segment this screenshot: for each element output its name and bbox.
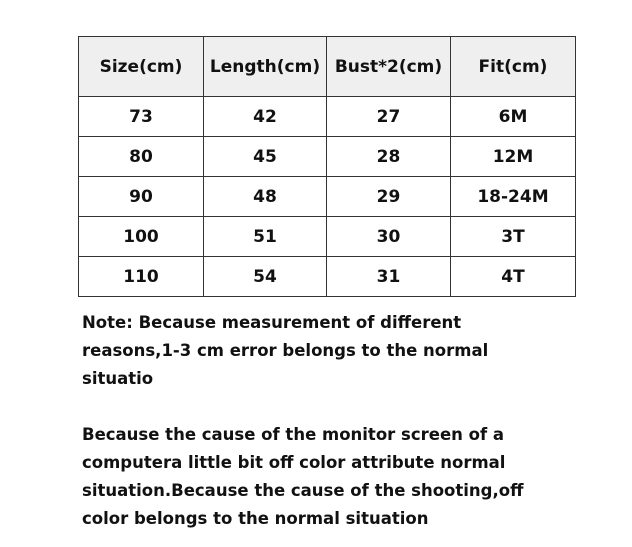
cell-bust: 27	[327, 97, 451, 137]
cell-fit: 18-24M	[451, 177, 576, 217]
table-row	[79, 97, 576, 137]
cell-length: 45	[204, 137, 327, 177]
header-size: Size(cm)	[79, 37, 204, 97]
cell-bust: 28	[327, 137, 451, 177]
cell-fit: 4T	[451, 257, 576, 297]
cell-fit: 3T	[451, 217, 576, 257]
cell-length: 51	[204, 217, 327, 257]
cell-size: 73	[79, 97, 204, 137]
cell-bust: 29	[327, 177, 451, 217]
cell-size: 90	[79, 177, 204, 217]
table-row	[79, 217, 576, 257]
cell-size: 100	[79, 217, 204, 257]
table-row	[79, 177, 576, 217]
cell-length: 42	[204, 97, 327, 137]
cell-bust: 30	[327, 217, 451, 257]
notes-section	[82, 309, 602, 533]
cell-fit: 12M	[451, 137, 576, 177]
cell-size: 110	[79, 257, 204, 297]
header-bust: Bust*2(cm)	[327, 37, 451, 97]
cell-size: 80	[79, 137, 204, 177]
cell-length: 54	[204, 257, 327, 297]
cell-length: 48	[204, 177, 327, 217]
table-row	[79, 137, 576, 177]
table-row	[79, 257, 576, 297]
header-length: Length(cm)	[204, 37, 327, 97]
cell-bust: 31	[327, 257, 451, 297]
color-note: Because the cause of the monitor screen of a computera little bit off color attribute normal situation.Because the cause of the shooting,off color belongs to the normal situation	[82, 425, 524, 528]
size-chart-table	[78, 36, 576, 297]
cell-fit: 6M	[451, 97, 576, 137]
table-header-row	[79, 37, 576, 97]
header-fit: Fit(cm)	[451, 37, 576, 97]
measurement-note: Note: Because measurement of different reasons,1-3 cm error belongs to the normal situatio	[82, 313, 489, 388]
